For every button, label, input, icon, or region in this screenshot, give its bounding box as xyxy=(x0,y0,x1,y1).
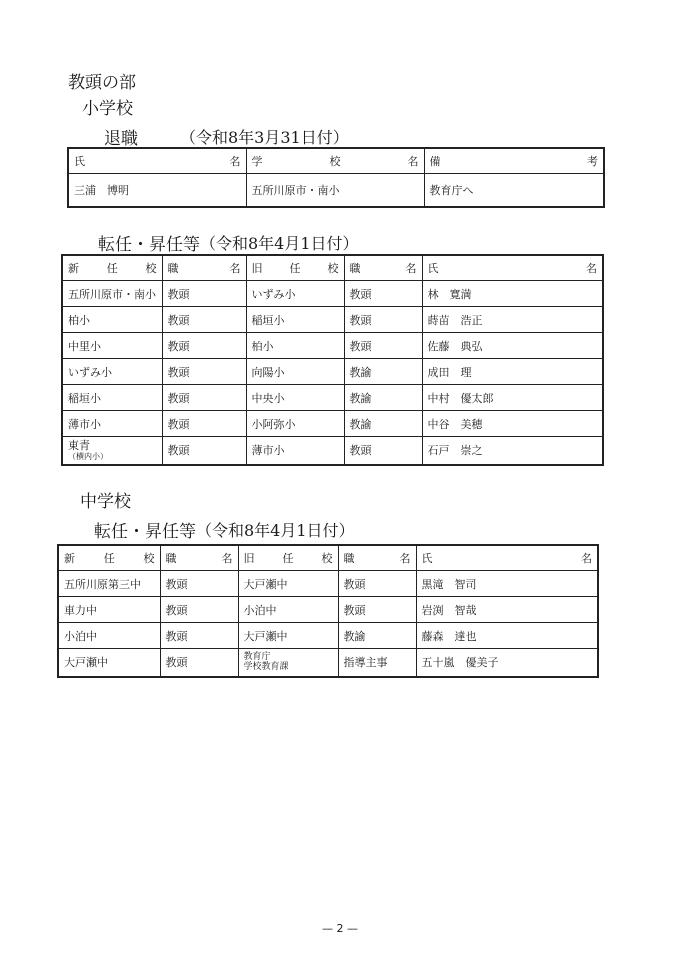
cell-old-position: 教頭 xyxy=(344,437,422,465)
cell-name: 林 寛満 xyxy=(422,281,603,307)
header-old-position: 職 名 xyxy=(338,545,416,571)
header-remarks: 備 考 xyxy=(424,148,604,174)
cell-name: 成田 理 xyxy=(422,359,603,385)
retirement-table xyxy=(67,147,605,208)
cell-old-position: 教頭 xyxy=(344,281,422,307)
cell-old-school: 大戸瀬中 xyxy=(238,571,338,597)
retirement-date: （令和8年3月31日付） xyxy=(180,128,349,147)
header-old-position: 職 名 xyxy=(344,255,422,281)
cell-old-school: 稲垣小 xyxy=(246,307,344,333)
cell-new-school: 薄市小 xyxy=(62,411,162,437)
cell-old-school: 中央小 xyxy=(246,385,344,411)
junior-high-transfer-date: （令和8年4月1日付） xyxy=(196,521,355,540)
cell-remarks: 教育庁へ xyxy=(424,174,604,207)
cell-position: 教頭 xyxy=(162,333,246,359)
cell-position: 教頭 xyxy=(160,623,238,649)
cell-old-school: 薄市小 xyxy=(246,437,344,465)
cell-new-school: 大戸瀬中 xyxy=(58,649,160,677)
cell-old-school: いずみ小 xyxy=(246,281,344,307)
cell-old-school: 小泊中 xyxy=(238,597,338,623)
junior-high-heading: 中学校 xyxy=(80,492,131,512)
table-row xyxy=(62,385,603,411)
header-old-school: 旧 任 校 xyxy=(238,545,338,571)
cell-name: 岩渕 智哉 xyxy=(416,597,598,623)
cell-new-school: 五所川原第三中 xyxy=(58,571,160,597)
page-number: — 2 — xyxy=(322,922,358,935)
cell-new-school: 稲垣小 xyxy=(62,385,162,411)
cell-old-school: 柏小 xyxy=(246,333,344,359)
header-position: 職 名 xyxy=(162,255,246,281)
cell-name: 佐藤 典弘 xyxy=(422,333,603,359)
cell-position: 教頭 xyxy=(162,385,246,411)
table-row xyxy=(68,174,604,207)
header-new-school: 新 任 校 xyxy=(62,255,162,281)
cell-position: 教頭 xyxy=(160,597,238,623)
table-row xyxy=(62,411,603,437)
cell-name: 石戸 崇之 xyxy=(422,437,603,465)
header-old-school: 旧 任 校 xyxy=(246,255,344,281)
table-row xyxy=(62,307,603,333)
cell-old-position: 教諭 xyxy=(344,359,422,385)
table-header-row xyxy=(68,148,604,174)
cell-old-position: 教諭 xyxy=(344,411,422,437)
elementary-heading: 小学校 xyxy=(82,99,133,119)
cell-old-school: 向陽小 xyxy=(246,359,344,385)
cell-name: 蒔苗 浩正 xyxy=(422,307,603,333)
cell-name: 五十嵐 優美子 xyxy=(416,649,598,677)
cell-position: 教頭 xyxy=(162,307,246,333)
header-name: 氏 名 xyxy=(422,255,603,281)
cell-name: 中谷 美穂 xyxy=(422,411,603,437)
cell-new-school: 車力中 xyxy=(58,597,160,623)
elementary-transfer-date: （令和8年4月1日付） xyxy=(200,234,359,253)
header-position: 職 名 xyxy=(160,545,238,571)
cell-school: 五所川原市・南小 xyxy=(246,174,424,207)
cell-old-school: 教育庁 学校教育課 xyxy=(238,649,338,677)
cell-new-school: 東青 （横内小） xyxy=(62,437,162,465)
junior-high-transfer-heading: 転任・昇任等 xyxy=(94,522,196,542)
cell-old-position: 教諭 xyxy=(344,385,422,411)
cell-position: 教頭 xyxy=(160,649,238,677)
cell-position: 教頭 xyxy=(162,411,246,437)
table-row xyxy=(62,333,603,359)
cell-name: 三浦 博明 xyxy=(68,174,246,207)
table-row xyxy=(58,623,598,649)
cell-position: 教頭 xyxy=(162,437,246,465)
retirement-heading: 退職 xyxy=(104,129,138,149)
section-title: 教頭の部 xyxy=(68,73,136,93)
elementary-transfer-heading: 転任・昇任等 xyxy=(98,235,200,255)
cell-new-school: 中里小 xyxy=(62,333,162,359)
cell-old-position: 教頭 xyxy=(344,307,422,333)
cell-old-position: 教頭 xyxy=(344,333,422,359)
table-row xyxy=(62,281,603,307)
cell-new-school: 柏小 xyxy=(62,307,162,333)
cell-old-school: 大戸瀬中 xyxy=(238,623,338,649)
table-header-row xyxy=(62,255,603,281)
table-row xyxy=(62,437,603,465)
cell-name: 藤森 達也 xyxy=(416,623,598,649)
cell-old-position: 教頭 xyxy=(338,597,416,623)
header-new-school: 新 任 校 xyxy=(58,545,160,571)
header-name: 氏 名 xyxy=(416,545,598,571)
cell-name: 黒滝 智司 xyxy=(416,571,598,597)
cell-old-school: 小阿弥小 xyxy=(246,411,344,437)
cell-position: 教頭 xyxy=(160,571,238,597)
cell-old-position: 教頭 xyxy=(338,571,416,597)
table-row xyxy=(58,597,598,623)
table-row xyxy=(58,649,598,677)
table-row xyxy=(58,571,598,597)
table-row xyxy=(62,359,603,385)
cell-position: 教頭 xyxy=(162,359,246,385)
table-header-row xyxy=(58,545,598,571)
cell-position: 教頭 xyxy=(162,281,246,307)
header-name: 氏 名 xyxy=(68,148,246,174)
elementary-transfer-table xyxy=(61,254,604,466)
cell-new-school: 小泊中 xyxy=(58,623,160,649)
cell-old-position: 指導主事 xyxy=(338,649,416,677)
cell-name: 中村 優太郎 xyxy=(422,385,603,411)
cell-new-school: 五所川原市・南小 xyxy=(62,281,162,307)
header-school: 学 校 名 xyxy=(246,148,424,174)
cell-old-position: 教諭 xyxy=(338,623,416,649)
cell-new-school: いずみ小 xyxy=(62,359,162,385)
junior-high-transfer-table xyxy=(57,544,599,678)
